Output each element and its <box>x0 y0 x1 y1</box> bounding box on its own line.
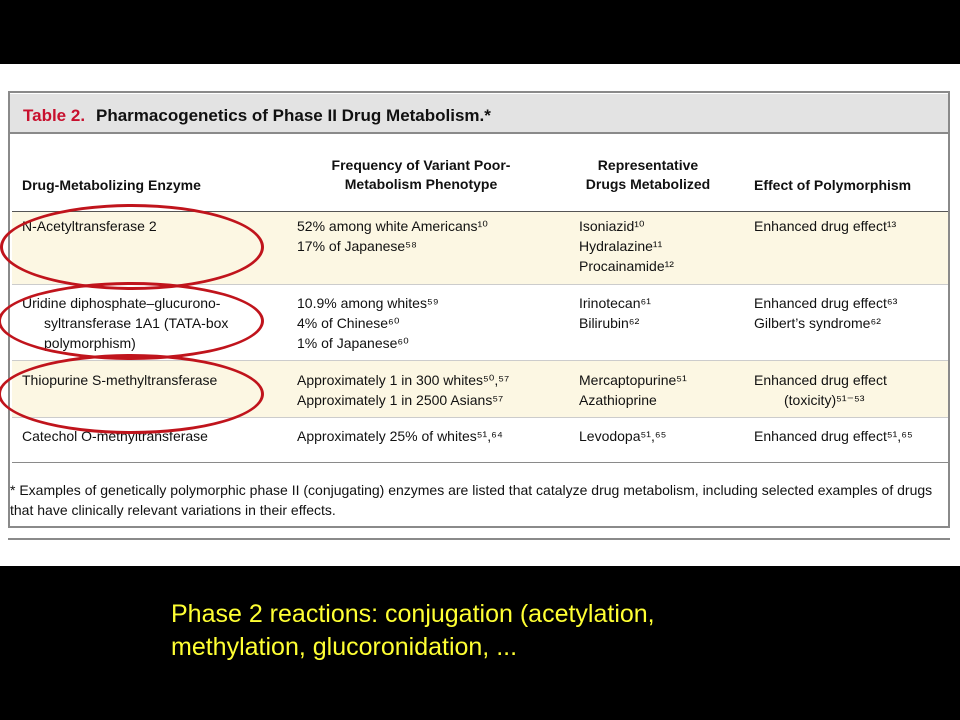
row-3-enzyme <box>22 370 217 390</box>
enzyme-line: Uridine diphosphate–glucurono- <box>22 295 221 311</box>
row-4-frequency <box>297 426 503 446</box>
header-enzyme-line: Drug-Metabolizing Enzyme <box>22 177 201 193</box>
figure-bottom-rule <box>8 538 950 540</box>
effect-line: Enhanced drug effect¹³ <box>754 218 897 234</box>
row-3-effect <box>754 370 887 410</box>
table-label: Table 2. <box>23 106 86 125</box>
row-3-drugs <box>579 370 687 410</box>
frequency-line: 52% among white Americans¹⁰ <box>297 218 488 234</box>
header-frequency <box>296 156 546 194</box>
frequency-line: 17% of Japanese⁵⁸ <box>297 238 417 254</box>
row-separator <box>12 417 948 418</box>
effect-line: Enhanced drug effect⁶³ <box>754 295 898 311</box>
frequency-line: 1% of Japanese⁶⁰ <box>297 335 409 351</box>
header-drugs-line: Drugs Metabolized <box>585 176 711 192</box>
enzyme-line: Thiopurine S-methyltransferase <box>22 372 218 388</box>
row-1-drugs <box>579 216 674 276</box>
header-enzyme <box>22 176 201 195</box>
frequency-line: 4% of Chinese⁶⁰ <box>297 315 400 331</box>
frequency-line: Approximately 1 in 2500 Asians⁵⁷ <box>297 392 504 408</box>
effect-line: Gilbert’s syndrome⁶² <box>754 315 881 331</box>
row-2-drugs <box>579 293 651 333</box>
drug-line: Hydralazine¹¹ <box>579 238 663 254</box>
slide-caption <box>171 598 655 664</box>
caption-line: methylation, glucoronidation, ... <box>171 633 518 661</box>
row-4-drugs <box>579 426 666 446</box>
frequency-line: Approximately 1 in 300 whites⁵⁰,⁵⁷ <box>297 372 510 388</box>
row-4-effect <box>754 426 913 446</box>
header-frequency-line: Frequency of Variant Poor- <box>331 157 511 173</box>
frequency-line: 10.9% among whites⁵⁹ <box>297 295 439 311</box>
enzyme-line: syltransferase 1A1 (TATA-box <box>44 315 229 331</box>
enzyme-line: polymorphism) <box>44 335 136 351</box>
row-1-effect <box>754 216 896 236</box>
effect-line: Enhanced drug effect <box>754 372 887 388</box>
row-4-enzyme <box>22 426 208 446</box>
row-2-effect <box>754 293 897 333</box>
table-bottom-rule <box>12 462 948 463</box>
table-title-bar <box>10 94 948 134</box>
row-2-enzyme <box>22 293 228 353</box>
table-footnote: * Examples of genetically polymorphic phase II (conjugating) enzymes are listed that catalyze drug metabolism, including selected examples of drugs that have clinically relevant variations in their effects. <box>10 482 933 518</box>
row-1-enzyme <box>22 216 157 236</box>
effect-line: Enhanced drug effect⁵¹,⁶⁵ <box>754 428 913 444</box>
row-1-frequency <box>297 216 488 256</box>
row-2-frequency <box>297 293 439 353</box>
table-figure <box>0 64 960 566</box>
enzyme-line: Catechol O-methyltransferase <box>22 428 208 444</box>
enzyme-line: N-Acetyltransferase 2 <box>22 218 157 234</box>
table-title: Pharmacogenetics of Phase II Drug Metabolism.* <box>96 106 491 125</box>
drug-line: Irinotecan⁶¹ <box>579 295 651 311</box>
header-effect <box>754 176 911 195</box>
header-drugs <box>570 156 726 194</box>
header-effect-line: Effect of Polymorphism <box>754 177 912 193</box>
drug-line: Azathioprine <box>579 392 657 408</box>
row-separator <box>12 284 948 285</box>
drug-line: Levodopa⁵¹,⁶⁵ <box>579 428 667 444</box>
effect-line: (toxicity)⁵¹⁻⁵³ <box>784 392 865 408</box>
row-3-frequency <box>297 370 509 410</box>
slide-top-band <box>0 0 960 64</box>
drug-line: Mercaptopurine⁵¹ <box>579 372 687 388</box>
header-drugs-line: Representative <box>597 157 699 173</box>
caption-line: Phase 2 reactions: conjugation (acetylation, <box>171 600 655 628</box>
drug-line: Isoniazid¹⁰ <box>579 218 645 234</box>
drug-line: Bilirubin⁶² <box>579 315 640 331</box>
header-frequency-line: Metabolism Phenotype <box>344 176 498 192</box>
frequency-line: Approximately 25% of whites⁵¹,⁶⁴ <box>297 428 503 444</box>
drug-line: Procainamide¹² <box>579 258 674 274</box>
